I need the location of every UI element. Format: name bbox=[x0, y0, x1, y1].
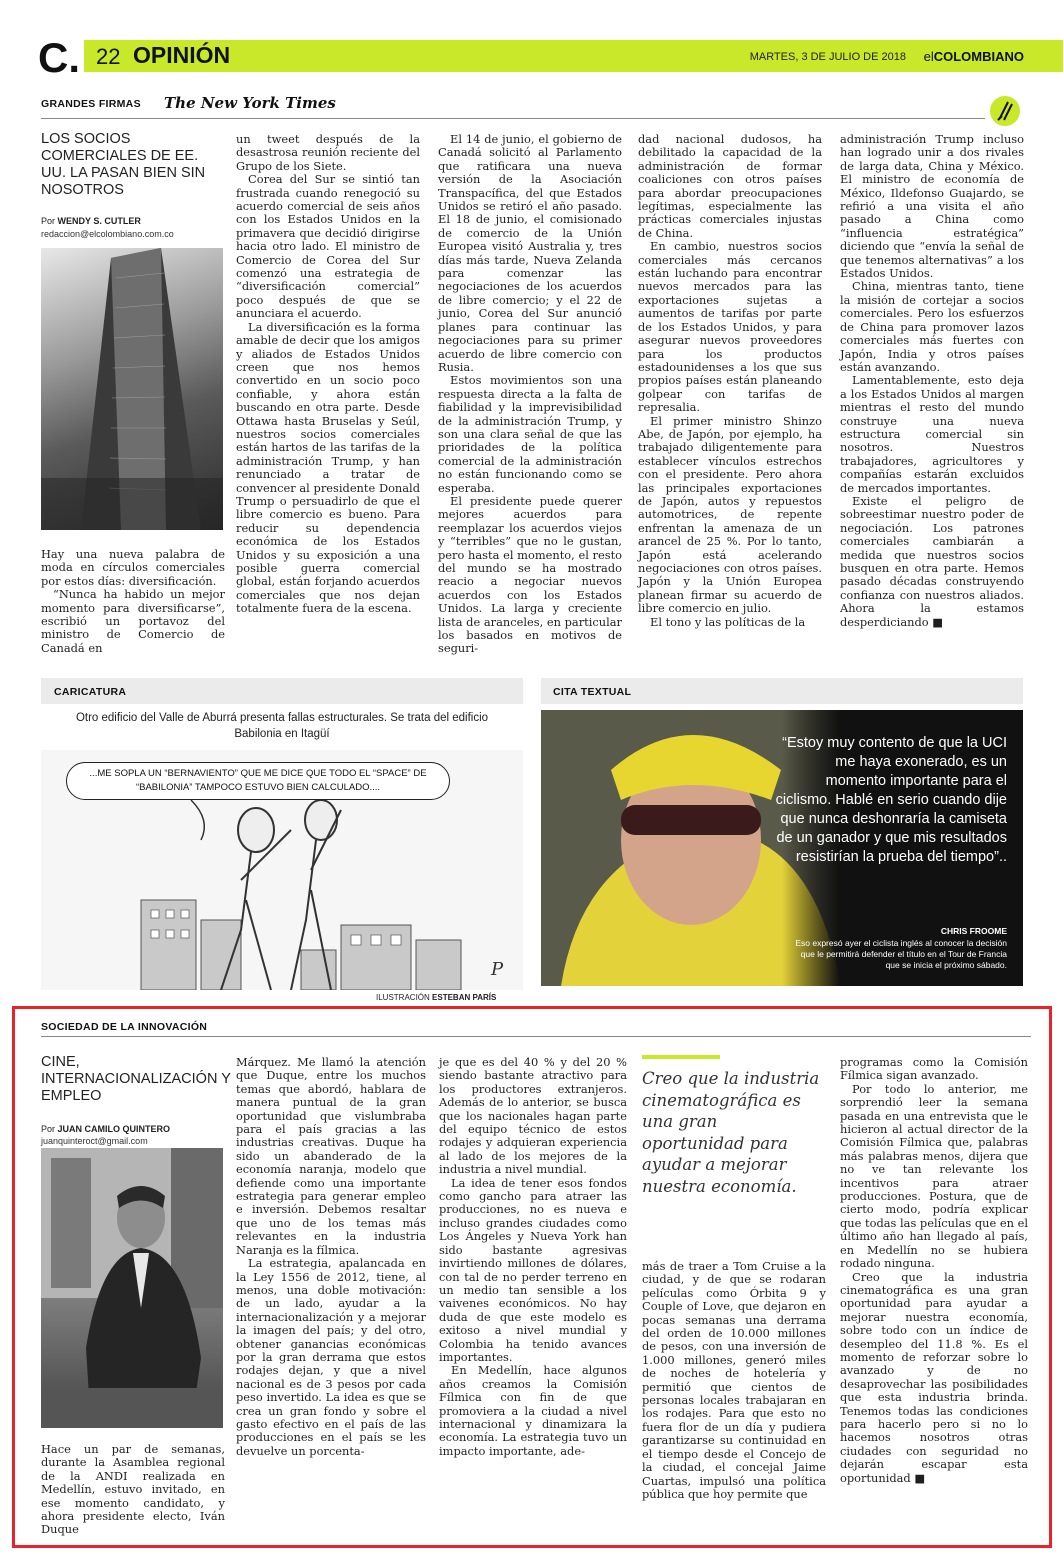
article-column-1: Hace un par de semanas, durante la Asamblea regional de la ANDI realizada en Medellín, estuvo invitado, en ese momento candidato, y ahora presidente electo, Iván Duque bbox=[41, 1442, 225, 1537]
speech-bubble: ...ME SOPLA UN “BERNAVIENTO” QUE ME DICE QUE TODO EL “SPACE” DE “BABILONIA” TAMPOCO ESTUVO BIEN CALCULADO.... bbox=[66, 762, 450, 800]
pull-quote: Creo que la industria cinematográfica es una gran oportunidad para ayudar a mejorar nuestra economía. bbox=[642, 1069, 820, 1196]
pencil-icon bbox=[990, 96, 1020, 126]
caricatura-caption: Otro edificio del Valle de Aburrá presenta fallas estructurales. Se trata del edificio Babilonia en Itagüí bbox=[75, 712, 489, 740]
section-label-grandes-firmas: GRANDES FIRMAS bbox=[41, 98, 141, 110]
article-column-5: programas como la Comisión Fílmica sigan avanzado. Por todo lo anterior, me sorprendió leer la semana pasada en una entrevista que le hicieron al actual director de la Comisión Fílmica que, palabras más palabras menos, dijera que no ve tan relevante los incentivos para atraer producciones. Postura, que de cierto modo, podría explicar que todas las películas que en el último año han llegado al país, en Medellín no se hubiera rodado ninguna. Creo que la industria cinematográfica es una gran oportunidad para ayudar a mejorar nuestra economía, sobre todo con un índice de desempleo del 11.8 %. Es el momento de reforzar sobre lo avanzado y de no desaprovechar las posibilidades que esta industria brinda. Tenemos todas las condiciones para hacerlo pero si no lo hacemos nosotros otras ciudades con seguridad no dejarán escapar esta oportunidad ■ bbox=[840, 1055, 1028, 1485]
illustration-credit: ILUSTRACIÓN ESTEBAN PARÍS bbox=[376, 993, 497, 1002]
pullquote-accent bbox=[642, 1055, 720, 1059]
section-label-cita: CITA TEXTUAL bbox=[553, 686, 632, 698]
cita-quote: “Estoy muy contento de que la UCI me haya exonerado, es un momento importante para el ciclismo. Hablé en serio cuando dije que nunca deshonraría la camiseta de un ganador y que mis resultados resistirían la prueba del tiempo”.. bbox=[775, 735, 1007, 865]
article-column-1: Hay una nueva palabra de moda en círculos comerciales por estos días: diversificación. “Nunca ha habido un mejor momento para diversificarse”, escribió un portavoz del ministro de Comercio de Canadá en bbox=[41, 547, 225, 655]
article-headline: LOS SOCIOS COMERCIALES DE EE. UU. LA PASAN BIEN SIN NOSOTROS bbox=[41, 131, 206, 198]
author-email: juanquinteroct@gmail.com bbox=[41, 1136, 148, 1146]
photo-nyt-building bbox=[41, 248, 223, 530]
article-column-2: un tweet después de la desastrosa reunión reciente del Grupo de los Siete. Corea del Sur se sintió tan frustrada cuando renegoció su acuerdo comercial de seis años con los Estados Unidos en la primavera que decidió dirigirse hacia otro lado. El ministro de Comercio de Corea del Sur comenzó una estrategia de “diversificación comercial” poco después de que se anunciara el acuerdo. La diversificación es la forma amable de decir que los amigos y aliados de Estados Unidos creen que nos hemos convertido en un socio poco confiable, y ahora están buscando en otra parte. Desde Ottawa hasta Bruselas y Seúl, nuestros socios comerciales están hartos de las tarifas de la administración Trump, y han renunciado a tratar de convencer al presidente Donald Trump o persuadirlo de que el libre comercio es bueno. Para reducir su dependencia económica de los Estados Unidos y su exposición a una posible guerra comercial global, están forjando acuerdos comerciales que nos dejan totalmente fuera de la escena. bbox=[236, 132, 420, 616]
article-column-3: je que es del 40 % y del 20 % siendo bastante atractivo para los productores extranjeros. Además de lo anterior, se busca que los nacionales hagan parte del equipo técnico de estos rodajes y adquieran experiencia al lado de los mejores de la industria a nivel mundial. La idea de tener esos fondos como gancho para atraer las producciones, no es nueva e incluso grandes ciudades como Los Ángeles y Nueva York han sido bastante agresivas invirtiendo millones de dólares, con tal de no perder terreno en un medio tan sensible a los vaivenes económicos. No hay duda de que este modelo es exitoso a nivel mundial y Colombia ha tenido avances importantes. En Medellín, hace algunos años creamos la Comisión Fílmica con fin de que promoviera a la ciudad a nivel internacional y dinamizara la economía. La estrategia tuvo un impacto importante, ade- bbox=[439, 1055, 627, 1458]
article-headline: CINE, INTERNACIONALIZACIÓN Y EMPLEO bbox=[41, 1054, 231, 1104]
section-label-sociedad: SOCIEDAD DE LA INNOVACIÓN bbox=[41, 1021, 208, 1033]
article-column-5: administración Trump incluso han logrado unir a dos rivales de larga data, China y México. El ministro de economía de México, Ildefonso Guajardo, se refirió a una visita el año pasado a China como “influencia estratégica” diciendo que “envía la señal de que tenemos alternativas” a los Estados Unidos. China, mientras tanto, tiene la misión de cortejar a socios comerciales. Pero los esfuerzos de China para promover lazos comerciales más fuertes con Japón, India y otros países están avanzando. Lamentablemente, esto deja a los Estados Unidos al margen mientras el resto del mundo construye una nueva estructura comercial sin nosotros. Nuestros trabajadores, agricultores y compañías estarán excluidos de mercados importantes. Existe el peligro de sobreestimar nuestro poder de negociación. Los patrones comerciales cambiarán a medida que nuestros socios busquen en otra parte. Hemos pasado décadas construyendo confianza con nuestros aliados. Ahora la estamos desperdiciando ■ bbox=[840, 132, 1024, 629]
cita-panel bbox=[541, 710, 1023, 986]
brand-name: elCOLOMBIANO bbox=[923, 49, 1024, 64]
nyt-logo: The New York Times bbox=[164, 94, 336, 112]
divider bbox=[41, 1036, 1031, 1037]
section-label-caricatura: CARICATURA bbox=[54, 686, 127, 698]
page-number: 22 bbox=[96, 44, 121, 69]
cita-author: CHRIS FROOME bbox=[940, 926, 1007, 936]
issue-date: MARTES, 3 DE JULIO DE 2018 bbox=[749, 51, 906, 63]
byline: Por WENDY S. CUTLER bbox=[41, 216, 141, 226]
svg-text:P: P bbox=[491, 959, 504, 980]
article-column-4: más de traer a Tom Cruise a la ciudad, y de que se rodaran películas como Órbita 9 y Couple of Love, que dejaron en pocas semanas una derrama del orden de 10.000 millones de pesos, con una inversión de 1.000 millones, generó miles de noches de hotelería y permitió que cientos de personas locales trabajaran en los rodajes. Para que esto no fuera flor de un día y pudiera garantizarse su continuidad en el tiempo desde el Concejo de la ciudad, el concejal Jaime Cuartas, impulsó una política pública que hoy permite que bbox=[642, 1259, 826, 1501]
byline: Por JUAN CAMILO QUINTERO bbox=[41, 1124, 171, 1134]
article-column-2: Márquez. Me llamó la atención que Duque, entre los muchos temas que abordó, hablara de manera puntual de la gran oportunidad que vislumbraba para el país gracias a las industrias creativas. Duque ha sido un abanderado de la economía naranja, modelo que defiende como una importante estrategia para generar empleo e inversión. Debemos resaltar que uno de los temas más relevantes en la industria Naranja es la fílmica. La estrategia, apalancada en la Ley 1556 de 2012, tiene, al menos, una doble motivación: de un lado, ayudar a la internacionalización y a mejorar la imagen del país; y del otro, obtener ganancias económicas por la gran derrama que estos rodajes dejan, y que a nivel nacional es de 3 pesos por cada peso invertido. La idea es que se crea un gran fondo y sobre el gasto efectivo en el país de las producciones en el país se les devuelve un porcenta- bbox=[236, 1055, 426, 1458]
cita-description: Eso expresó ayer el ciclista inglés al conocer la decisión que le permitirá defender el título en el Tour de Francia que se inicia el próximo sábado. bbox=[795, 938, 1007, 970]
section-title: OPINIÓN bbox=[133, 42, 231, 68]
divider bbox=[41, 118, 985, 119]
header-bar bbox=[84, 40, 1063, 72]
article-column-4: dad nacional dudosos, ha debilitado la capacidad de la administración de formar coaliciones con otros países para abordar preocupaciones legítimas, especialmente las prácticas comerciales injustas de China. En cambio, nuestros socios comerciales más cercanos están luchando para encontrar nuevos mercados para las exportaciones sujetas a aumentos de tarifas por parte de los Estados Unidos, y para asegurar nuevos proveedores para los productos estadounidenses a los que sus propios países están planeando golpear con tarifas de represalia. El primer ministro Shinzo Abe, de Japón, por ejemplo, ha trabajado diligentemente para establecer vínculos estrechos con el presidente. Pero ahora las principales exportaciones de Japón, autos y repuestos automotrices, de repente enfrentan la amenaza de un arancel de 25 %. Por lo tanto, Japón está acelerando negociaciones con otros países. Japón y la Unión Europea planean firmar su acuerdo de libre comercio en julio. El tono y las políticas de la bbox=[638, 132, 822, 629]
newspaper-logo: C. bbox=[38, 34, 80, 81]
author-email: redaccion@elcolombiano.com.co bbox=[41, 229, 174, 239]
photo-author bbox=[41, 1148, 223, 1428]
article-column-3: El 14 de junio, el gobierno de Canadá solicitó al Parlamento que ratificara una nueva versión de la Asociación Transpacífica, del que Estados Unidos se retiró el año pasado. El 18 de junio, el comisionado de comercio de la Unión Europea visitó Australia y, tres días más tarde, Nueva Zelanda para comenzar las negociaciones de los acuerdos de libre comercio; y el 22 de junio, Corea del Sur anunció planes para continuar las negociaciones para su primer acuerdo de libre comercio con Rusia. Estos movimientos son una respuesta directa a la falta de fiabilidad y la imprevisibilidad de la administración Trump, y son una clara señal de que las prioridades de la política comercial de la administración no están funcionando como se esperaba. El presidente puede querer mejores acuerdos para reemplazar los acuerdos viejos y “terribles” que no le gustan, pero hasta el momento, el resto del mundo se ha mostrado reacio a negociar nuevos acuerdos con los Estados Unidos. La larga y creciente lista de aranceles, en particular los basados en motivos de seguri- bbox=[438, 132, 622, 656]
